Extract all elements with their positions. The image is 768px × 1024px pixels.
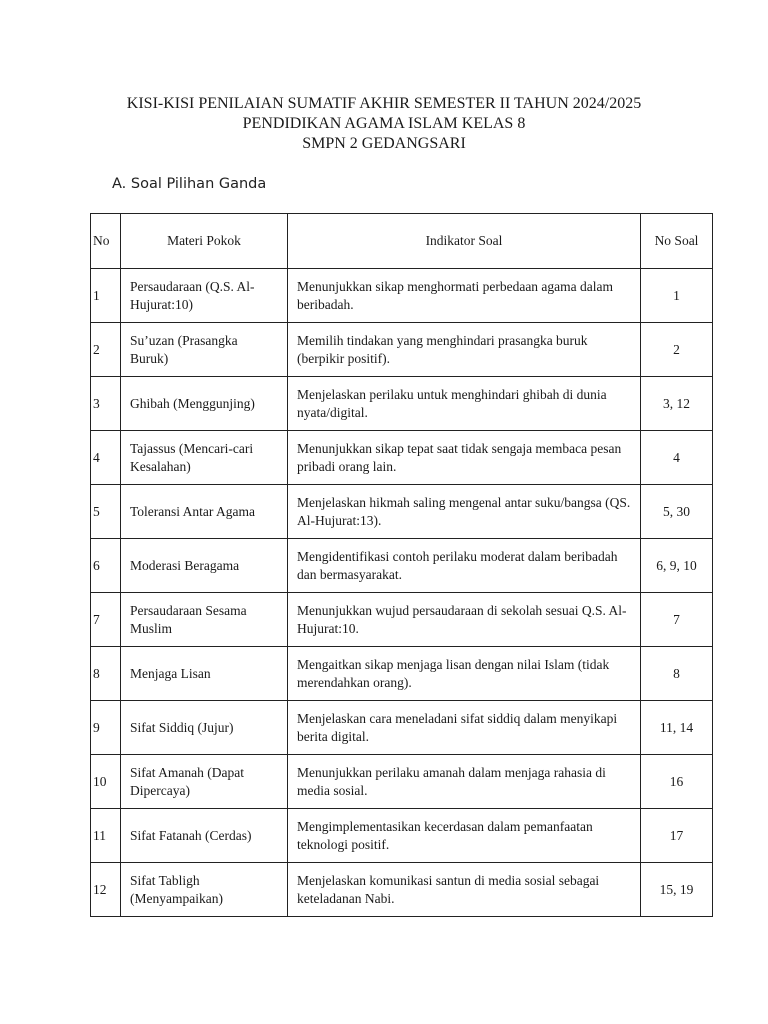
cell-materi-pokok: Sifat Tabligh (Menyampaikan) bbox=[121, 863, 288, 917]
cell-materi-pokok: Ghibah (Menggunjing) bbox=[121, 377, 288, 431]
cell-materi-pokok: Persaudaraan (Q.S. Al-Hujurat:10) bbox=[121, 269, 288, 323]
table-row bbox=[91, 647, 713, 701]
cell-no: 3 bbox=[91, 377, 121, 431]
cell-no: 1 bbox=[91, 269, 121, 323]
table-row bbox=[91, 863, 713, 917]
cell-no: 4 bbox=[91, 431, 121, 485]
cell-no-soal: 8 bbox=[641, 647, 713, 701]
table-row bbox=[91, 539, 713, 593]
cell-indikator-soal: Menunjukkan wujud persaudaraan di sekolah sesuai Q.S. Al-Hujurat:10. bbox=[288, 593, 641, 647]
cell-no-soal: 17 bbox=[641, 809, 713, 863]
cell-no-soal: 3, 12 bbox=[641, 377, 713, 431]
table-row bbox=[91, 809, 713, 863]
cell-indikator-soal: Menjelaskan cara meneladani sifat siddiq dalam menyikapi berita digital. bbox=[288, 701, 641, 755]
cell-materi-pokok: Toleransi Antar Agama bbox=[121, 485, 288, 539]
cell-indikator-soal: Menjelaskan komunikasi santun di media sosial sebagai keteladanan Nabi. bbox=[288, 863, 641, 917]
table-row bbox=[91, 323, 713, 377]
table-row bbox=[91, 377, 713, 431]
section-heading: A. Soal Pilihan Ganda bbox=[112, 176, 267, 192]
cell-materi-pokok: Tajassus (Mencari-cari Kesalahan) bbox=[121, 431, 288, 485]
title-line-1: KISI-KISI PENILAIAN SUMATIF AKHIR SEMESTER II TAHUN 2024/2025 bbox=[126, 95, 642, 112]
title-line-2: PENDIDIKAN AGAMA ISLAM KELAS 8 bbox=[242, 115, 526, 132]
cell-no-soal: 16 bbox=[641, 755, 713, 809]
cell-no-soal: 5, 30 bbox=[641, 485, 713, 539]
header-no-soal: No Soal bbox=[641, 214, 713, 269]
cell-no: 8 bbox=[91, 647, 121, 701]
cell-indikator-soal: Memilih tindakan yang menghindari prasangka buruk (berpikir positif). bbox=[288, 323, 641, 377]
cell-materi-pokok: Sifat Siddiq (Jujur) bbox=[121, 701, 288, 755]
cell-no: 6 bbox=[91, 539, 121, 593]
table-row bbox=[91, 755, 713, 809]
cell-no: 5 bbox=[91, 485, 121, 539]
cell-no: 12 bbox=[91, 863, 121, 917]
table-header-row bbox=[91, 214, 713, 269]
cell-materi-pokok: Sifat Fatanah (Cerdas) bbox=[121, 809, 288, 863]
cell-indikator-soal: Mengimplementasikan kecerdasan dalam pemanfaatan teknologi positif. bbox=[288, 809, 641, 863]
cell-no-soal: 4 bbox=[641, 431, 713, 485]
cell-indikator-soal: Mengidentifikasi contoh perilaku moderat dalam beribadah dan bermasyarakat. bbox=[288, 539, 641, 593]
cell-indikator-soal: Menunjukkan sikap menghormati perbedaan agama dalam beribadah. bbox=[288, 269, 641, 323]
cell-materi-pokok: Persaudaraan Sesama Muslim bbox=[121, 593, 288, 647]
cell-no-soal: 11, 14 bbox=[641, 701, 713, 755]
cell-no-soal: 15, 19 bbox=[641, 863, 713, 917]
table-row bbox=[91, 593, 713, 647]
cell-no: 11 bbox=[91, 809, 121, 863]
cell-materi-pokok: Sifat Amanah (Dapat Dipercaya) bbox=[121, 755, 288, 809]
header-no: No bbox=[91, 214, 121, 269]
cell-indikator-soal: Menjelaskan hikmah saling mengenal antar suku/bangsa (QS. Al-Hujurat:13). bbox=[288, 485, 641, 539]
document-title bbox=[0, 94, 768, 154]
header-materi-pokok: Materi Pokok bbox=[121, 214, 288, 269]
cell-indikator-soal: Mengaitkan sikap menjaga lisan dengan nilai Islam (tidak merendahkan orang). bbox=[288, 647, 641, 701]
table-row bbox=[91, 485, 713, 539]
cell-indikator-soal: Menunjukkan perilaku amanah dalam menjaga rahasia di media sosial. bbox=[288, 755, 641, 809]
table-row bbox=[91, 701, 713, 755]
cell-materi-pokok: Moderasi Beragama bbox=[121, 539, 288, 593]
table-row bbox=[91, 269, 713, 323]
cell-no: 2 bbox=[91, 323, 121, 377]
cell-materi-pokok: Menjaga Lisan bbox=[121, 647, 288, 701]
table-body bbox=[91, 269, 713, 917]
cell-no: 10 bbox=[91, 755, 121, 809]
cell-no-soal: 7 bbox=[641, 593, 713, 647]
cell-indikator-soal: Menjelaskan perilaku untuk menghindari ghibah di dunia nyata/digital. bbox=[288, 377, 641, 431]
cell-no: 9 bbox=[91, 701, 121, 755]
table-row bbox=[91, 431, 713, 485]
title-line-3: SMPN 2 GEDANGSARI bbox=[302, 135, 466, 152]
cell-indikator-soal: Menunjukkan sikap tepat saat tidak sengaja membaca pesan pribadi orang lain. bbox=[288, 431, 641, 485]
cell-no-soal: 6, 9, 10 bbox=[641, 539, 713, 593]
cell-materi-pokok: Su’uzan (Prasangka Buruk) bbox=[121, 323, 288, 377]
kisi-kisi-table bbox=[90, 213, 713, 917]
cell-no-soal: 1 bbox=[641, 269, 713, 323]
cell-no: 7 bbox=[91, 593, 121, 647]
header-indikator-soal: Indikator Soal bbox=[288, 214, 641, 269]
cell-no-soal: 2 bbox=[641, 323, 713, 377]
